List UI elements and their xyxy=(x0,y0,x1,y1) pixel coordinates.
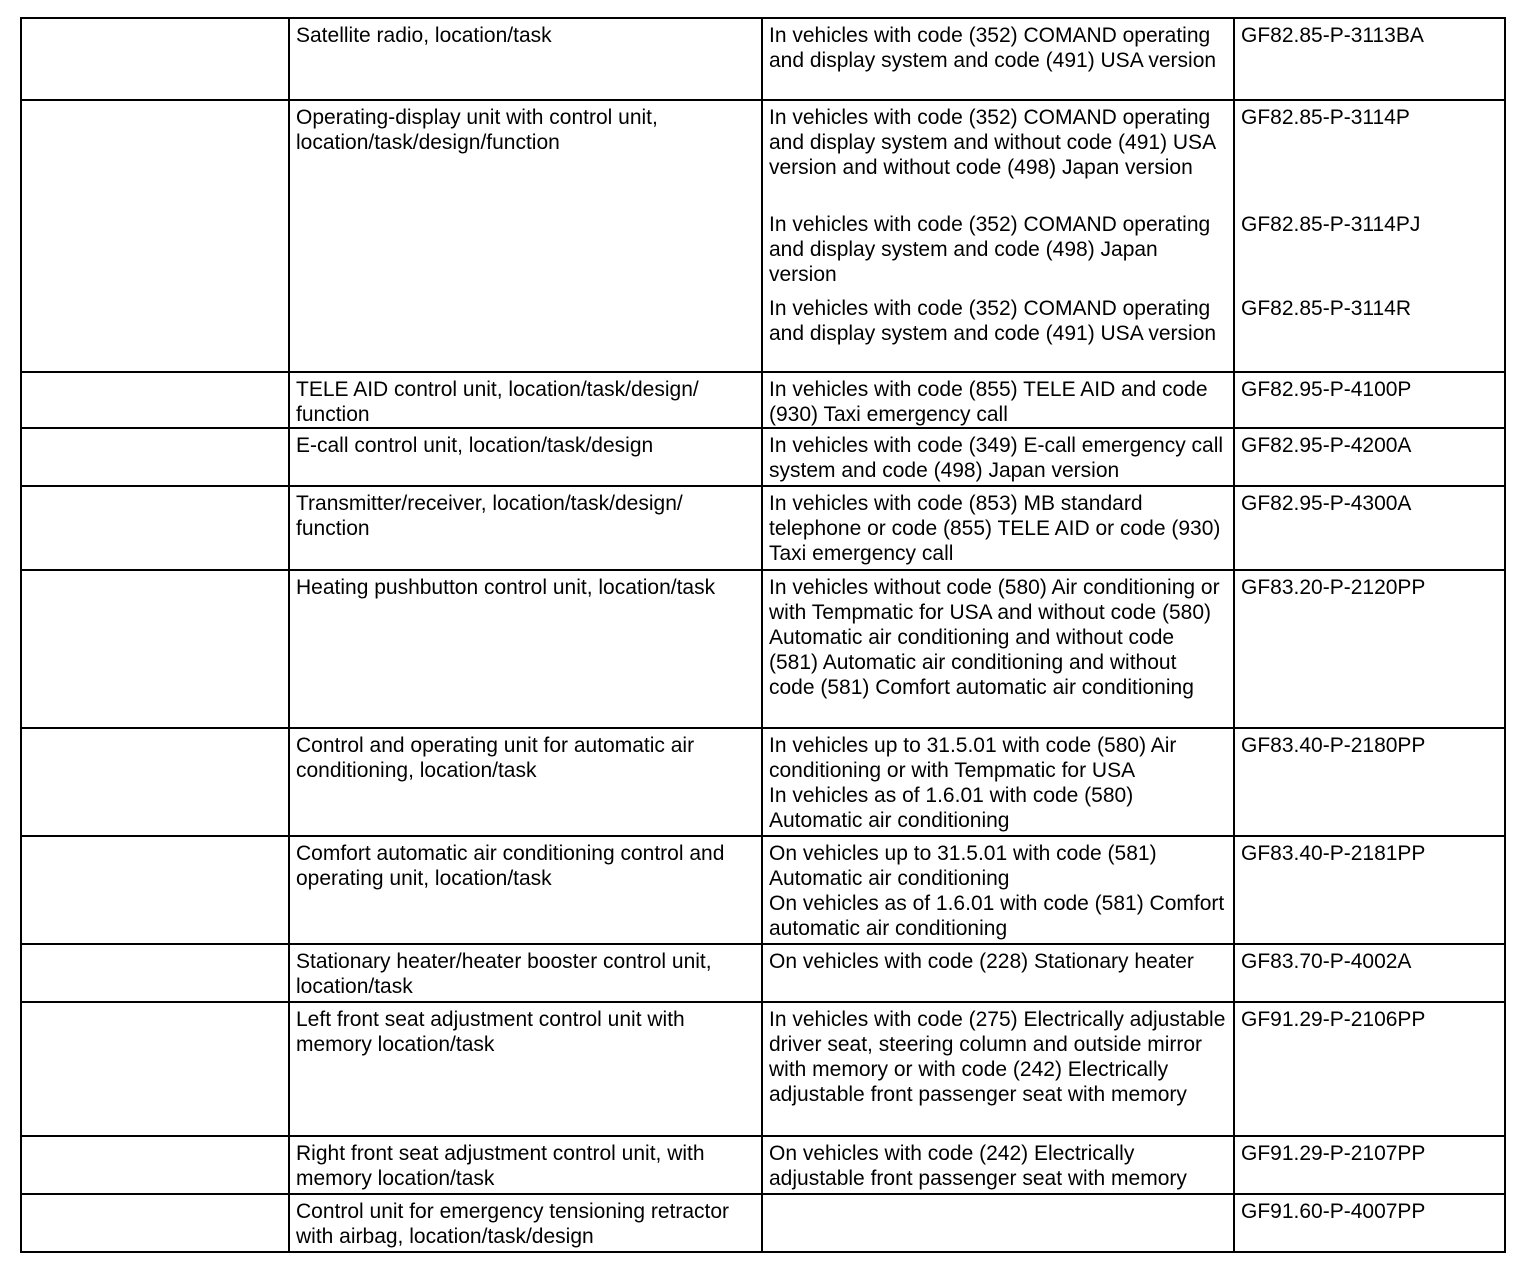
reference-code: GF91.60-P-4007PP xyxy=(1241,1200,1426,1223)
condition-text: In vehicles without code (580) Air conditioning or with Tempmatic for USA and without code (580) Automatic air conditioning and without code (581) Automatic air conditioning and without code (581) Comfort automatic air conditioning xyxy=(769,576,1220,699)
description-cell: Transmitter/receiver, location/task/design/ function xyxy=(289,486,762,570)
reference-code: GF83.20-P-2120PP xyxy=(1241,576,1426,599)
condition-cell xyxy=(762,18,1234,100)
table-row xyxy=(21,1002,1505,1136)
reference-cell xyxy=(1234,570,1505,728)
condition-cell xyxy=(762,1194,1234,1252)
reference-cell xyxy=(1234,944,1505,1002)
description-cell: Right front seat adjustment control unit, with memory location/task xyxy=(289,1136,762,1194)
description-cell: Control and operating unit for automatic air conditioning, location/task xyxy=(289,728,762,836)
condition-text: On vehicles as of 1.6.01 with code (581) Comfort automatic air conditioning xyxy=(769,892,1225,940)
condition-cell xyxy=(762,1002,1234,1136)
empty-cell xyxy=(21,1002,289,1136)
condition-text: In vehicles with code (275) Electrically adjustable driver seat, steering column and outside mirror with memory or with code (242) Electrically adjustable front passenger seat with memory xyxy=(769,1008,1226,1106)
condition-text: In vehicles with code (349) E-call emergency call system and code (498) Japan version xyxy=(769,434,1224,482)
condition-cell xyxy=(762,1136,1234,1194)
reference-cell xyxy=(1234,836,1505,944)
condition-text: In vehicles as of 1.6.01 with code (580) Automatic air conditioning xyxy=(769,784,1134,832)
table-row xyxy=(21,372,1505,428)
reference-cell xyxy=(1234,1002,1505,1136)
empty-cell xyxy=(21,1136,289,1194)
condition-text: In vehicles with code (855) TELE AID and code (930) Taxi emergency call xyxy=(769,378,1208,426)
empty-cell xyxy=(21,836,289,944)
reference-code: GF82.85-P-3114P xyxy=(1241,106,1410,129)
description-cell: Left front seat adjustment control unit with memory location/task xyxy=(289,1002,762,1136)
condition-text: On vehicles with code (228) Stationary heater xyxy=(769,950,1194,973)
reference-cell xyxy=(1234,372,1505,428)
condition-text: In vehicles with code (352) COMAND operating and display system and code (498) Japan version xyxy=(769,213,1211,286)
reference-code: GF83.70-P-4002A xyxy=(1241,950,1412,973)
reference-cell xyxy=(1234,100,1505,372)
condition-text: In vehicles with code (352) COMAND operating and display system and without code (491) USA version and without code (498) Japan version xyxy=(769,106,1215,179)
description-cell: E-call control unit, location/task/design xyxy=(289,428,762,486)
reference-code: GF82.85-P-3114R xyxy=(1241,297,1412,320)
condition-cell xyxy=(762,728,1234,836)
reference-cell xyxy=(1234,428,1505,486)
empty-cell xyxy=(21,728,289,836)
reference-cell xyxy=(1234,728,1505,836)
empty-cell xyxy=(21,372,289,428)
table-row xyxy=(21,1194,1505,1252)
empty-cell xyxy=(21,944,289,1002)
empty-cell xyxy=(21,18,289,100)
condition-cell xyxy=(762,570,1234,728)
table-row xyxy=(21,1136,1505,1194)
condition-cell xyxy=(762,428,1234,486)
reference-code: GF82.85-P-3114PJ xyxy=(1241,213,1421,236)
condition-text: In vehicles with code (853) MB standard telephone or code (855) TELE AID or code (930) Taxi emergency call xyxy=(769,492,1221,565)
table-row xyxy=(21,944,1505,1002)
table-row xyxy=(21,100,1505,372)
description-cell: Heating pushbutton control unit, location/task xyxy=(289,570,762,728)
reference-code: GF83.40-P-2181PP xyxy=(1241,842,1426,865)
reference-cell xyxy=(1234,18,1505,100)
condition-cell xyxy=(762,372,1234,428)
reference-cell xyxy=(1234,1136,1505,1194)
empty-cell xyxy=(21,486,289,570)
empty-cell xyxy=(21,570,289,728)
table-row xyxy=(21,728,1505,836)
table-row xyxy=(21,18,1505,100)
table-row xyxy=(21,836,1505,944)
empty-cell xyxy=(21,428,289,486)
reference-code: GF82.95-P-4100P xyxy=(1241,378,1412,401)
description-cell: Comfort automatic air conditioning control and operating unit, location/task xyxy=(289,836,762,944)
reference-code: GF82.95-P-4200A xyxy=(1241,434,1412,457)
table-row xyxy=(21,486,1505,570)
reference-code: GF82.85-P-3113BA xyxy=(1241,24,1424,47)
description-cell: Control unit for emergency tensioning retractor with airbag, location/task/design xyxy=(289,1194,762,1252)
empty-cell xyxy=(21,100,289,372)
condition-text: On vehicles up to 31.5.01 with code (581) Automatic air conditioning xyxy=(769,842,1157,890)
reference-code: GF82.95-P-4300A xyxy=(1241,492,1412,515)
reference-table xyxy=(20,17,1506,1253)
table-row xyxy=(21,428,1505,486)
condition-cell xyxy=(762,100,1234,372)
description-cell: TELE AID control unit, location/task/design/ function xyxy=(289,372,762,428)
reference-cell xyxy=(1234,1194,1505,1252)
empty-cell xyxy=(21,1194,289,1252)
condition-text: In vehicles with code (352) COMAND operating and display system and code (491) USA version xyxy=(769,297,1217,345)
condition-cell xyxy=(762,836,1234,944)
description-cell: Stationary heater/heater booster control unit, location/task xyxy=(289,944,762,1002)
condition-cell xyxy=(762,944,1234,1002)
description-cell: Operating-display unit with control unit, location/task/design/function xyxy=(289,100,762,372)
condition-cell xyxy=(762,486,1234,570)
reference-code: GF91.29-P-2107PP xyxy=(1241,1142,1426,1165)
reference-code: GF91.29-P-2106PP xyxy=(1241,1008,1426,1031)
condition-text: In vehicles with code (352) COMAND operating and display system and code (491) USA version xyxy=(769,24,1217,72)
condition-text: In vehicles up to 31.5.01 with code (580) Air conditioning or with Tempmatic for USA xyxy=(769,734,1177,782)
description-cell: Satellite radio, location/task xyxy=(289,18,762,100)
reference-cell xyxy=(1234,486,1505,570)
table-row xyxy=(21,570,1505,728)
condition-text: On vehicles with code (242) Electrically adjustable front passenger seat with memory xyxy=(769,1142,1187,1190)
reference-code: GF83.40-P-2180PP xyxy=(1241,734,1426,757)
